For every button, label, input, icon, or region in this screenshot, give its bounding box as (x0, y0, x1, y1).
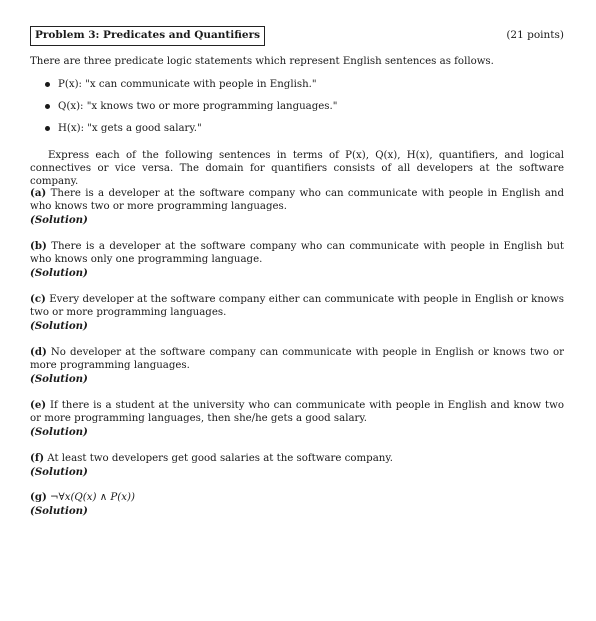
part-text: There is a developer at the software company who can communicate with people in English but who knows only one programming language. (30, 241, 564, 265)
part-c (30, 293, 564, 332)
bullet-icon (45, 104, 50, 109)
part-label: (a) (30, 187, 47, 199)
solution-label: (Solution) (30, 319, 88, 332)
part-g (30, 491, 564, 518)
part-d (30, 346, 564, 385)
part-label: (e) (30, 399, 47, 411)
solution-label: (Solution) (30, 266, 88, 279)
predicate-item (44, 100, 564, 122)
part-text: There is a developer at the software company who can communicate with people in English and who knows two or more programming languages. (30, 188, 564, 212)
intro-text: There are three predicate logic statements which represent English sentences as follows. (30, 56, 494, 67)
part-text: If there is a student at the university who can communicate with people in English and know two or more programming languages, then she/he gets a good salary. (30, 400, 564, 424)
predicate-text: P(x): "x can communicate with people in English." (58, 79, 317, 90)
problem-points: (21 points) (506, 29, 564, 41)
part-text: No developer at the software company can communicate with people in English or knows two or more programming languages. (30, 347, 564, 371)
solution-label: (Solution) (30, 505, 88, 517)
part-label: (b) (30, 240, 47, 252)
part-b (30, 240, 564, 279)
part-text: Every developer at the software company either can communicate with people in English or knows two or more programming languages. (30, 294, 564, 318)
solution-label: (Solution) (30, 213, 88, 226)
solution-label: (Solution) (30, 466, 88, 478)
predicate-text: H(x): "x gets a good salary." (58, 123, 202, 134)
part-label: (d) (30, 346, 47, 358)
predicate-text: Q(x): "x knows two or more programming languages." (58, 101, 338, 112)
part-label: (g) (30, 491, 47, 503)
predicate-list (44, 78, 564, 144)
predicate-item (44, 78, 564, 100)
solution-label: (Solution) (30, 425, 88, 438)
predicate-item (44, 122, 564, 144)
problem-header (30, 26, 564, 46)
part-e (30, 399, 564, 438)
bullet-icon (45, 82, 50, 87)
logic-formula: ¬∀x(Q(x) ∧ P(x)) (50, 492, 135, 503)
part-text: At least two developers get good salaries at the software company. (47, 453, 393, 464)
instructions-text: Express each of the following sentences in terms of P(x), Q(x), H(x), quantifiers, and logical connectives or vice versa. The domain for quantifiers consists of all developers at the software company. (30, 150, 564, 187)
problem-title: Problem 3: Predicates and Quantifiers (30, 26, 265, 46)
part-label: (c) (30, 293, 46, 305)
part-f (30, 452, 564, 479)
part-label: (f) (30, 452, 45, 464)
bullet-icon (45, 126, 50, 131)
solution-label: (Solution) (30, 372, 88, 385)
part-a (30, 187, 564, 226)
